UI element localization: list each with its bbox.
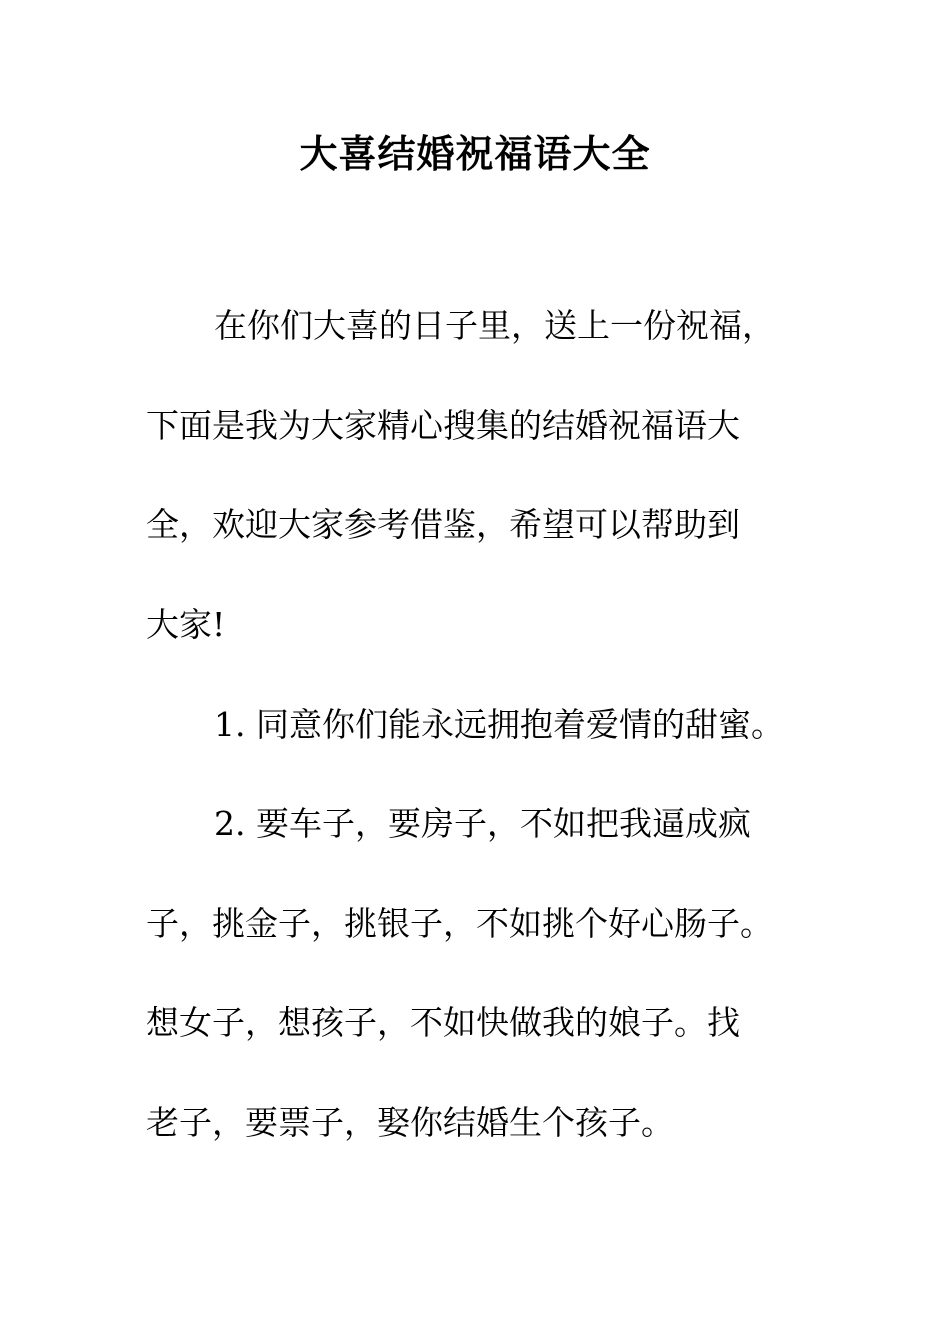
list-item-2: 2. 要车子，要房子，不如把我逼成疯 [214,804,751,843]
list-item-2-line-4: 老子，要票子，娶你结婚生个孩子。 [146,1103,674,1142]
document-title: 大喜结婚祝福语大全 [299,131,651,176]
list-item-2-line-3: 想女子，想孩子，不如快做我的娘子。找 [146,1003,740,1042]
paragraph-line-2: 下面是我为大家精心搜集的结婚祝福语大 [146,406,740,445]
paragraph-line-3: 全，欢迎大家参考借鉴，希望可以帮助到 [146,505,740,544]
list-item-1: 1. 同意你们能永远拥抱着爱情的甜蜜。 [214,705,784,744]
paragraph-line-4: 大家! [146,605,226,644]
list-item-2-line-2: 子，挑金子，挑银子，不如挑个好心肠子。 [146,904,773,943]
paragraph-line-1: 在你们大喜的日子里，送上一份祝福， [214,306,775,345]
